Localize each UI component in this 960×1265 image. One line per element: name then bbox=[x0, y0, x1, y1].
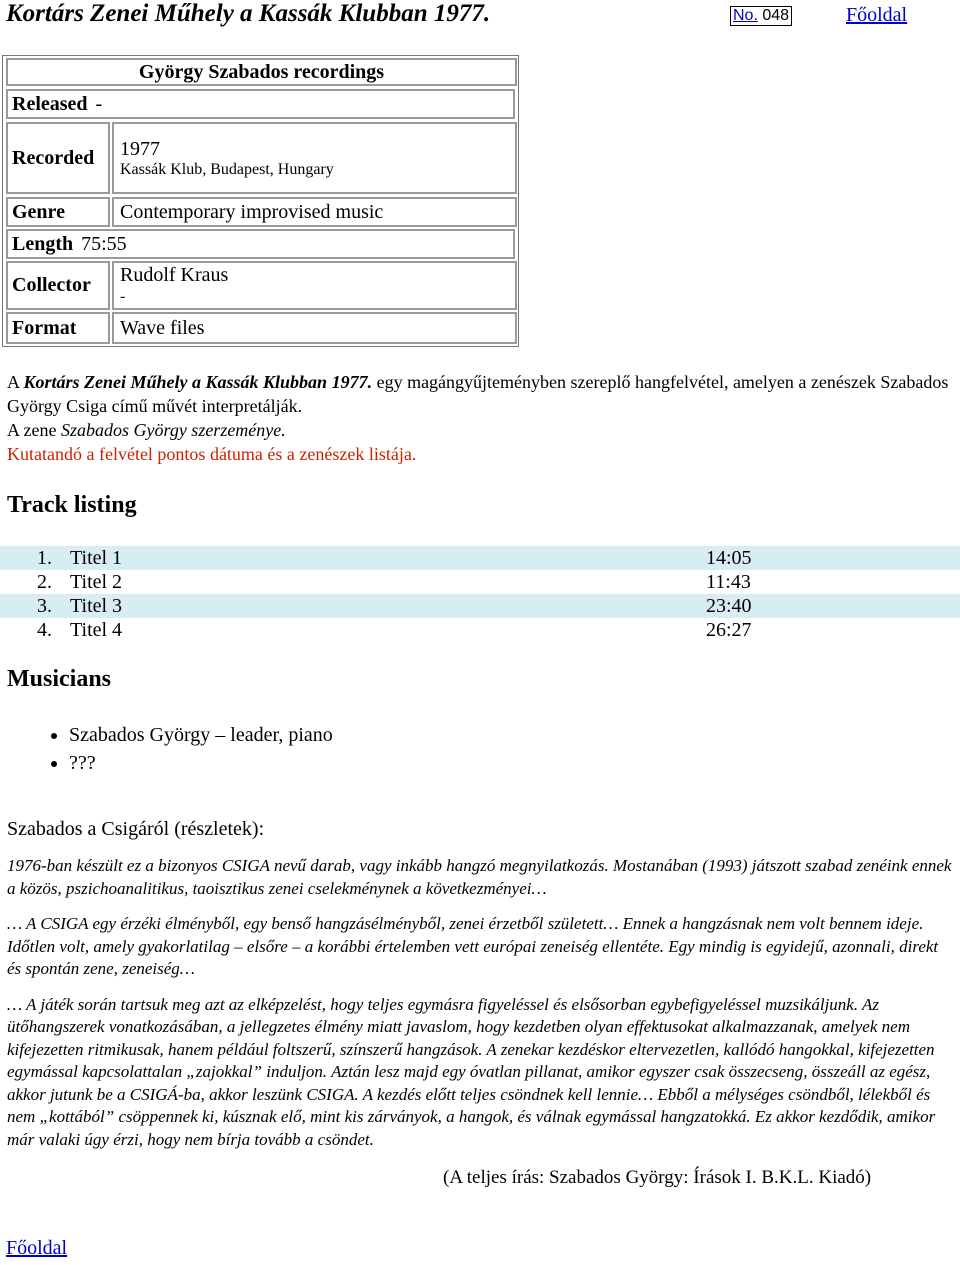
musicians-list bbox=[33, 721, 333, 777]
document-number bbox=[730, 6, 792, 26]
track-row bbox=[0, 618, 960, 642]
collector-name: Rudolf Kraus bbox=[120, 263, 229, 286]
info-value-length: 75:55 bbox=[81, 232, 127, 255]
track-duration: 26:27 bbox=[706, 619, 752, 641]
info-label-format: Format bbox=[6, 312, 110, 344]
track-number: 1. bbox=[37, 547, 52, 569]
intro-description: egy magángyűjteményben szereplő hangfelvétel, amelyen a zenészek Szabados György Csiga című művét interpretálják. bbox=[7, 372, 949, 416]
info-value-format: Wave files bbox=[112, 312, 517, 344]
collector-detail: - bbox=[120, 287, 126, 305]
track-row bbox=[0, 570, 960, 594]
info-value-genre: Contemporary improvised music bbox=[112, 197, 517, 227]
track-title: Titel 3 bbox=[70, 595, 123, 617]
recorded-year: 1977 bbox=[120, 137, 160, 160]
document-number-value: 048 bbox=[762, 7, 790, 24]
home-link-top[interactable]: Főoldal bbox=[846, 4, 908, 26]
track-duration: 14:05 bbox=[706, 547, 752, 569]
intro-line-1 bbox=[7, 370, 952, 418]
essay-paragraph-1: 1976-ban készült ez a bizonyos CSIGA nevű darab, vagy inkább hangzó megnyilatkozás. Mostanában (1993) játszott szabad zenéink ennek a közös, pszichoanalitikus, taoisztikus zenei cselekménynek a következményei… bbox=[7, 856, 952, 898]
info-row-released bbox=[6, 89, 515, 119]
info-label-length: Length bbox=[12, 232, 74, 255]
intro-line-2 bbox=[7, 418, 952, 442]
essay-subheading: Szabados a Csigáról (részletek): bbox=[7, 818, 265, 840]
intro-composer-prefix: A zene bbox=[7, 420, 61, 440]
info-label-released: Released bbox=[12, 92, 88, 115]
musician-item: • ??? bbox=[69, 749, 333, 777]
track-number: 4. bbox=[37, 619, 52, 641]
track-row bbox=[0, 546, 960, 570]
recording-info-table bbox=[2, 55, 519, 347]
track-title: Titel 1 bbox=[70, 547, 123, 569]
home-link-bottom[interactable]: Főoldal bbox=[6, 1237, 68, 1259]
info-label-recorded: Recorded bbox=[6, 122, 110, 194]
musician-item: • Szabados György – leader, piano bbox=[69, 721, 333, 749]
info-value-recorded bbox=[112, 122, 517, 194]
essay-paragraph-3: … A játék során tartsuk meg azt az elképzelést, hogy teljes egymásra figyeléssel és elsősorban egybefigyeléssel muzsikáljunk. Az ütőhangszerek vonatkozásában, a jellegzetes élmény miatt javaslom, hogy kezdetben olyan effektusokat alkalmazzanak, amelyek nem kifejezetten ritmikusak, hanem például foltszerű, színszerű hangzások. A zenekar kezdéskor eltervezetlen, kallódó hangokkal, kifejezetten egymással kapcsolattalan „zajokkal” induljon. Aztán lesz majd egy óvatlan pillanat, amikor egyszer csak összecseng, összeáll az egész, akkor jutunk be a CSIGÁ-ba, akkor leszünk CSIGA. A kezdés előtt teljes csöndnek kell lennie… Ebből a mélységes csöndből, lélekből és nem „kottából” csöppennek ki, kúsznak elő, mint kis zárványok, a hangok, és válnak egymással hangzatokká. Ez akkor kezdődik, amikor már valaki úgy érzi, hogy nem bírja tovább a csöndet. bbox=[7, 994, 936, 1149]
track-listing-heading: Track listing bbox=[7, 492, 137, 518]
track-list bbox=[0, 546, 960, 642]
intro-text bbox=[7, 370, 952, 466]
info-value-collector bbox=[112, 261, 517, 310]
essay-text bbox=[7, 855, 955, 1151]
track-number: 3. bbox=[37, 595, 52, 617]
essay-credit: (A teljes írás: Szabados György: Írások I. B.K.L. Kiadó) bbox=[443, 1167, 872, 1188]
intro-title-ref: Kortárs Zenei Műhely a Kassák Klubban 1977. bbox=[23, 372, 373, 392]
track-row bbox=[0, 594, 960, 618]
intro-research-note: Kutatandó a felvétel pontos dátuma és a zenészek listája. bbox=[7, 444, 417, 464]
intro-composer: Szabados György szerzeménye. bbox=[60, 420, 286, 440]
document-number-prefix: No. bbox=[733, 7, 758, 24]
info-row-length bbox=[6, 229, 515, 259]
info-value-released: - bbox=[95, 92, 103, 115]
info-label-genre: Genre bbox=[6, 197, 110, 227]
info-table-heading: György Szabados recordings bbox=[6, 58, 517, 86]
recorded-location: Kassák Klub, Budapest, Hungary bbox=[120, 160, 334, 178]
track-duration: 11:43 bbox=[706, 571, 751, 593]
track-duration: 23:40 bbox=[706, 595, 752, 617]
essay-paragraph-2: … A CSIGA egy érzéki élményből, egy benső hangzásélményből, zenei érzetből született… Ennek a hangzásnak nem volt bennem ideje. Időtlen volt, amely gyakorlatilag – elsőre – a korábbi értelemben vett európai zeneiség ellentéte. Egy mindig is egyidejű, azonnali, direkt és spontán zene, zeneiség… bbox=[7, 914, 939, 978]
track-number: 2. bbox=[37, 571, 52, 593]
musicians-heading: Musicians bbox=[7, 666, 112, 692]
track-title: Titel 2 bbox=[70, 571, 123, 593]
track-title: Titel 4 bbox=[70, 619, 123, 641]
intro-article: A bbox=[7, 372, 24, 392]
info-label-collector: Collector bbox=[6, 261, 110, 310]
page-title: Kortárs Zenei Műhely a Kassák Klubban 1977. bbox=[6, 0, 491, 27]
